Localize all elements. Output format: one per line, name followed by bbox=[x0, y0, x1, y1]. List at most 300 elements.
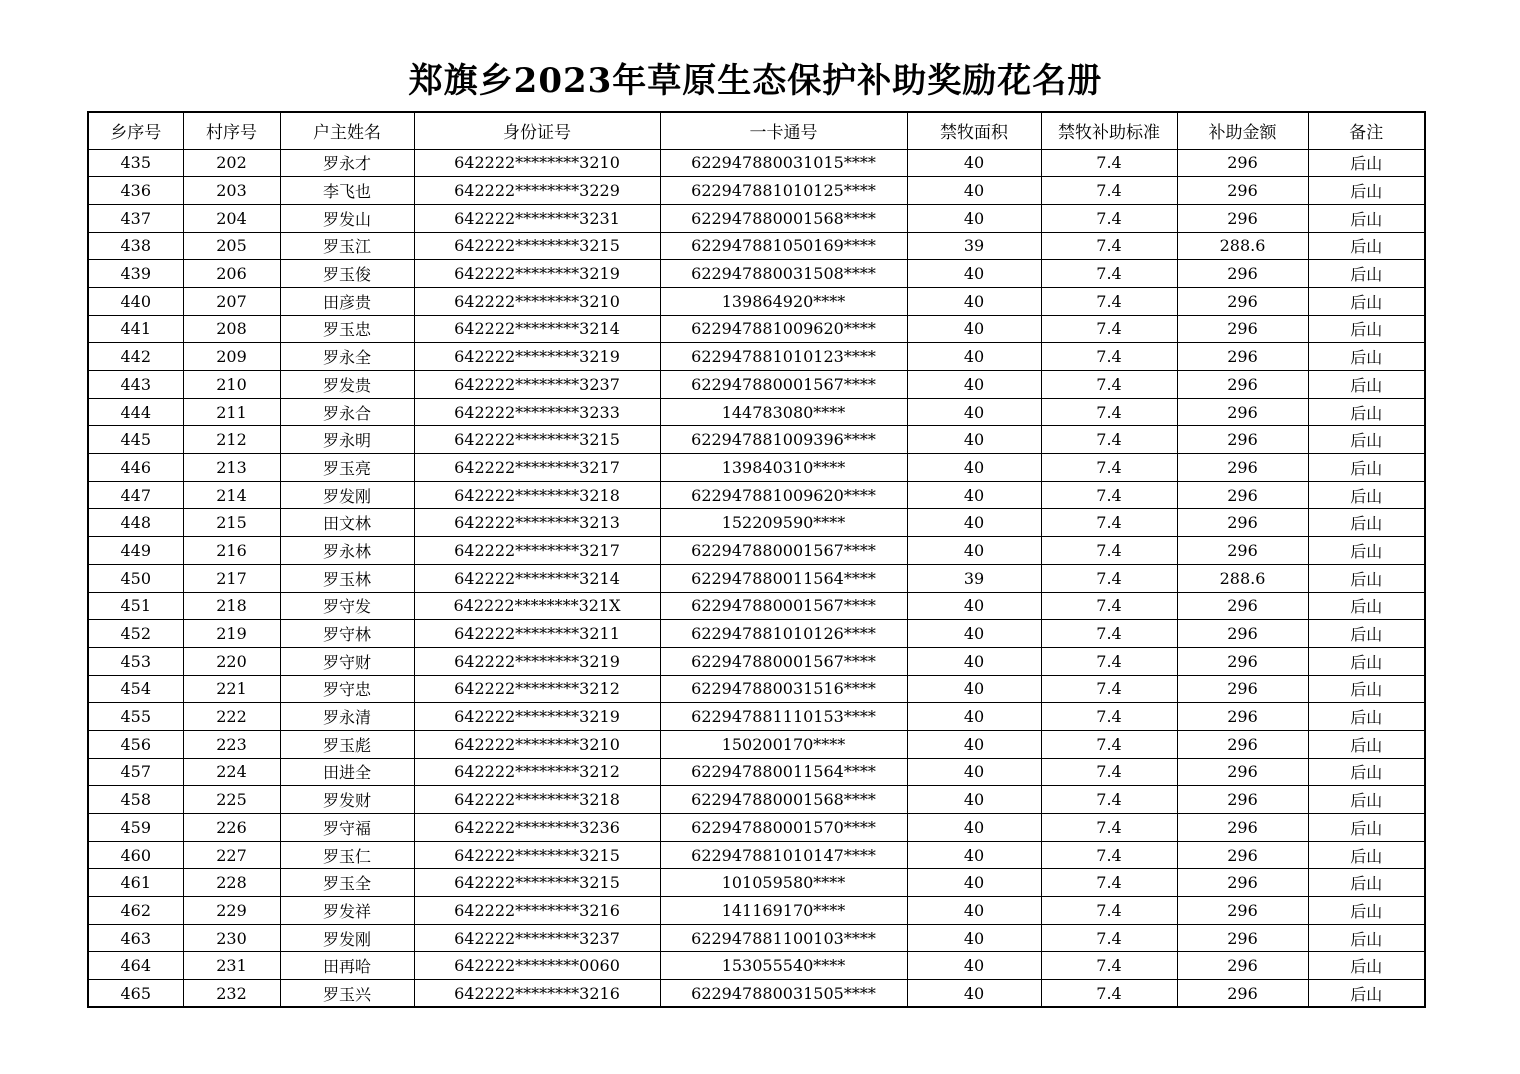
table-row bbox=[88, 177, 1425, 205]
cell-subsidy-standard: 7.4 bbox=[1041, 232, 1177, 260]
cell-grazing-ban-area: 40 bbox=[907, 980, 1041, 1008]
cell-household-head: 罗守林 bbox=[280, 620, 414, 648]
cell-subsidy-amount: 296 bbox=[1177, 952, 1308, 980]
cell-township-seq: 443 bbox=[88, 371, 183, 399]
cell-card-number: 150200170**** bbox=[660, 730, 907, 758]
cell-remarks: 后山 bbox=[1308, 897, 1425, 925]
cell-subsidy-amount: 296 bbox=[1177, 204, 1308, 232]
cell-grazing-ban-area: 39 bbox=[907, 232, 1041, 260]
cell-grazing-ban-area: 40 bbox=[907, 786, 1041, 814]
table-row bbox=[88, 675, 1425, 703]
cell-subsidy-standard: 7.4 bbox=[1041, 287, 1177, 315]
cell-id-number: 642222********3215 bbox=[414, 232, 660, 260]
cell-remarks: 后山 bbox=[1308, 814, 1425, 842]
cell-grazing-ban-area: 40 bbox=[907, 814, 1041, 842]
cell-card-number: 622947881010125**** bbox=[660, 177, 907, 205]
cell-grazing-ban-area: 40 bbox=[907, 260, 1041, 288]
cell-subsidy-standard: 7.4 bbox=[1041, 869, 1177, 897]
cell-subsidy-standard: 7.4 bbox=[1041, 481, 1177, 509]
cell-grazing-ban-area: 40 bbox=[907, 924, 1041, 952]
cell-grazing-ban-area: 40 bbox=[907, 647, 1041, 675]
cell-township-seq: 442 bbox=[88, 343, 183, 371]
cell-subsidy-standard: 7.4 bbox=[1041, 315, 1177, 343]
cell-village-seq: 222 bbox=[183, 703, 280, 731]
cell-id-number: 642222********3215 bbox=[414, 869, 660, 897]
cell-subsidy-amount: 296 bbox=[1177, 730, 1308, 758]
cell-subsidy-standard: 7.4 bbox=[1041, 647, 1177, 675]
cell-township-seq: 438 bbox=[88, 232, 183, 260]
cell-id-number: 642222********3214 bbox=[414, 315, 660, 343]
cell-township-seq: 459 bbox=[88, 814, 183, 842]
cell-subsidy-standard: 7.4 bbox=[1041, 398, 1177, 426]
cell-household-head: 罗永合 bbox=[280, 398, 414, 426]
cell-household-head: 罗守福 bbox=[280, 814, 414, 842]
cell-card-number: 622947880011564**** bbox=[660, 758, 907, 786]
cell-grazing-ban-area: 40 bbox=[907, 287, 1041, 315]
cell-township-seq: 445 bbox=[88, 426, 183, 454]
cell-subsidy-standard: 7.4 bbox=[1041, 204, 1177, 232]
table-header-row bbox=[88, 112, 1425, 149]
header-remarks: 备注 bbox=[1308, 112, 1425, 149]
cell-grazing-ban-area: 40 bbox=[907, 537, 1041, 565]
cell-card-number: 622947881010147**** bbox=[660, 841, 907, 869]
cell-subsidy-amount: 296 bbox=[1177, 924, 1308, 952]
cell-subsidy-amount: 296 bbox=[1177, 426, 1308, 454]
cell-card-number: 622947881010123**** bbox=[660, 343, 907, 371]
cell-village-seq: 226 bbox=[183, 814, 280, 842]
cell-household-head: 罗玉江 bbox=[280, 232, 414, 260]
cell-id-number: 642222********3214 bbox=[414, 564, 660, 592]
cell-subsidy-amount: 296 bbox=[1177, 149, 1308, 177]
cell-subsidy-standard: 7.4 bbox=[1041, 426, 1177, 454]
cell-card-number: 152209590**** bbox=[660, 509, 907, 537]
cell-grazing-ban-area: 40 bbox=[907, 398, 1041, 426]
cell-remarks: 后山 bbox=[1308, 454, 1425, 482]
cell-subsidy-standard: 7.4 bbox=[1041, 537, 1177, 565]
cell-subsidy-standard: 7.4 bbox=[1041, 260, 1177, 288]
cell-township-seq: 454 bbox=[88, 675, 183, 703]
cell-village-seq: 210 bbox=[183, 371, 280, 399]
cell-grazing-ban-area: 40 bbox=[907, 841, 1041, 869]
cell-village-seq: 229 bbox=[183, 897, 280, 925]
cell-id-number: 642222********3210 bbox=[414, 149, 660, 177]
cell-id-number: 642222********3217 bbox=[414, 537, 660, 565]
cell-household-head: 罗永全 bbox=[280, 343, 414, 371]
cell-village-seq: 214 bbox=[183, 481, 280, 509]
cell-card-number: 144783080**** bbox=[660, 398, 907, 426]
table-row bbox=[88, 952, 1425, 980]
cell-remarks: 后山 bbox=[1308, 149, 1425, 177]
cell-card-number: 622947880001567**** bbox=[660, 371, 907, 399]
cell-grazing-ban-area: 40 bbox=[907, 592, 1041, 620]
cell-household-head: 罗发贵 bbox=[280, 371, 414, 399]
cell-remarks: 后山 bbox=[1308, 232, 1425, 260]
cell-id-number: 642222********3231 bbox=[414, 204, 660, 232]
cell-subsidy-standard: 7.4 bbox=[1041, 841, 1177, 869]
cell-household-head: 罗玉俊 bbox=[280, 260, 414, 288]
cell-subsidy-standard: 7.4 bbox=[1041, 703, 1177, 731]
cell-village-seq: 208 bbox=[183, 315, 280, 343]
table-row bbox=[88, 592, 1425, 620]
cell-subsidy-amount: 296 bbox=[1177, 315, 1308, 343]
cell-household-head: 罗永清 bbox=[280, 703, 414, 731]
cell-card-number: 622947880001567**** bbox=[660, 647, 907, 675]
cell-card-number: 622947880031015**** bbox=[660, 149, 907, 177]
cell-household-head: 田彦贵 bbox=[280, 287, 414, 315]
table-row bbox=[88, 287, 1425, 315]
cell-village-seq: 218 bbox=[183, 592, 280, 620]
table-row bbox=[88, 454, 1425, 482]
cell-remarks: 后山 bbox=[1308, 426, 1425, 454]
cell-id-number: 642222********3219 bbox=[414, 647, 660, 675]
cell-id-number: 642222********3210 bbox=[414, 730, 660, 758]
cell-township-seq: 444 bbox=[88, 398, 183, 426]
cell-village-seq: 224 bbox=[183, 758, 280, 786]
cell-id-number: 642222********0060 bbox=[414, 952, 660, 980]
cell-subsidy-standard: 7.4 bbox=[1041, 509, 1177, 537]
table-row bbox=[88, 371, 1425, 399]
cell-subsidy-standard: 7.4 bbox=[1041, 758, 1177, 786]
cell-card-number: 622947880031516**** bbox=[660, 675, 907, 703]
cell-remarks: 后山 bbox=[1308, 509, 1425, 537]
cell-remarks: 后山 bbox=[1308, 758, 1425, 786]
cell-card-number: 622947880001568**** bbox=[660, 786, 907, 814]
cell-remarks: 后山 bbox=[1308, 371, 1425, 399]
cell-subsidy-amount: 296 bbox=[1177, 371, 1308, 399]
roster-table bbox=[87, 111, 1426, 1008]
cell-township-seq: 436 bbox=[88, 177, 183, 205]
cell-card-number: 622947880031505**** bbox=[660, 980, 907, 1008]
cell-subsidy-standard: 7.4 bbox=[1041, 952, 1177, 980]
cell-grazing-ban-area: 40 bbox=[907, 758, 1041, 786]
cell-household-head: 田进全 bbox=[280, 758, 414, 786]
cell-household-head: 罗发财 bbox=[280, 786, 414, 814]
cell-township-seq: 462 bbox=[88, 897, 183, 925]
cell-subsidy-standard: 7.4 bbox=[1041, 814, 1177, 842]
cell-village-seq: 206 bbox=[183, 260, 280, 288]
cell-grazing-ban-area: 40 bbox=[907, 371, 1041, 399]
cell-subsidy-amount: 296 bbox=[1177, 509, 1308, 537]
cell-remarks: 后山 bbox=[1308, 620, 1425, 648]
cell-subsidy-standard: 7.4 bbox=[1041, 620, 1177, 648]
cell-id-number: 642222********3211 bbox=[414, 620, 660, 648]
cell-household-head: 罗玉彪 bbox=[280, 730, 414, 758]
cell-card-number: 622947880031508**** bbox=[660, 260, 907, 288]
table-row bbox=[88, 758, 1425, 786]
cell-remarks: 后山 bbox=[1308, 841, 1425, 869]
cell-card-number: 622947881100103**** bbox=[660, 924, 907, 952]
cell-card-number: 622947880001567**** bbox=[660, 592, 907, 620]
cell-township-seq: 456 bbox=[88, 730, 183, 758]
cell-village-seq: 202 bbox=[183, 149, 280, 177]
cell-subsidy-standard: 7.4 bbox=[1041, 924, 1177, 952]
cell-remarks: 后山 bbox=[1308, 398, 1425, 426]
cell-township-seq: 439 bbox=[88, 260, 183, 288]
cell-subsidy-amount: 296 bbox=[1177, 454, 1308, 482]
cell-id-number: 642222********3219 bbox=[414, 260, 660, 288]
cell-village-seq: 227 bbox=[183, 841, 280, 869]
cell-id-number: 642222********3212 bbox=[414, 758, 660, 786]
cell-grazing-ban-area: 40 bbox=[907, 509, 1041, 537]
cell-household-head: 罗守财 bbox=[280, 647, 414, 675]
cell-remarks: 后山 bbox=[1308, 260, 1425, 288]
cell-township-seq: 457 bbox=[88, 758, 183, 786]
cell-village-seq: 217 bbox=[183, 564, 280, 592]
cell-subsidy-standard: 7.4 bbox=[1041, 730, 1177, 758]
cell-subsidy-amount: 296 bbox=[1177, 343, 1308, 371]
cell-subsidy-standard: 7.4 bbox=[1041, 786, 1177, 814]
cell-remarks: 后山 bbox=[1308, 343, 1425, 371]
header-subsidy-standard: 禁牧补助标准 bbox=[1041, 112, 1177, 149]
cell-grazing-ban-area: 40 bbox=[907, 730, 1041, 758]
cell-subsidy-amount: 288.6 bbox=[1177, 564, 1308, 592]
cell-subsidy-amount: 296 bbox=[1177, 675, 1308, 703]
cell-village-seq: 207 bbox=[183, 287, 280, 315]
header-grazing-ban-area: 禁牧面积 bbox=[907, 112, 1041, 149]
cell-subsidy-amount: 296 bbox=[1177, 398, 1308, 426]
cell-township-seq: 464 bbox=[88, 952, 183, 980]
cell-remarks: 后山 bbox=[1308, 924, 1425, 952]
cell-subsidy-standard: 7.4 bbox=[1041, 592, 1177, 620]
cell-remarks: 后山 bbox=[1308, 177, 1425, 205]
cell-remarks: 后山 bbox=[1308, 786, 1425, 814]
table-row bbox=[88, 897, 1425, 925]
cell-village-seq: 211 bbox=[183, 398, 280, 426]
cell-id-number: 642222********3229 bbox=[414, 177, 660, 205]
cell-remarks: 后山 bbox=[1308, 675, 1425, 703]
table-row bbox=[88, 703, 1425, 731]
cell-village-seq: 212 bbox=[183, 426, 280, 454]
cell-village-seq: 204 bbox=[183, 204, 280, 232]
cell-card-number: 622947881050169**** bbox=[660, 232, 907, 260]
cell-township-seq: 449 bbox=[88, 537, 183, 565]
cell-id-number: 642222********3218 bbox=[414, 786, 660, 814]
table-row bbox=[88, 869, 1425, 897]
cell-subsidy-amount: 296 bbox=[1177, 980, 1308, 1008]
cell-id-number: 642222********3212 bbox=[414, 675, 660, 703]
cell-township-seq: 453 bbox=[88, 647, 183, 675]
cell-remarks: 后山 bbox=[1308, 647, 1425, 675]
cell-household-head: 罗发山 bbox=[280, 204, 414, 232]
cell-township-seq: 455 bbox=[88, 703, 183, 731]
cell-subsidy-standard: 7.4 bbox=[1041, 564, 1177, 592]
cell-card-number: 622947881009396**** bbox=[660, 426, 907, 454]
cell-id-number: 642222********3215 bbox=[414, 841, 660, 869]
cell-card-number: 139840310**** bbox=[660, 454, 907, 482]
cell-township-seq: 465 bbox=[88, 980, 183, 1008]
cell-grazing-ban-area: 40 bbox=[907, 481, 1041, 509]
cell-subsidy-amount: 296 bbox=[1177, 592, 1308, 620]
cell-village-seq: 203 bbox=[183, 177, 280, 205]
cell-household-head: 罗永明 bbox=[280, 426, 414, 454]
cell-subsidy-standard: 7.4 bbox=[1041, 454, 1177, 482]
header-subsidy-amount: 补助金额 bbox=[1177, 112, 1308, 149]
cell-remarks: 后山 bbox=[1308, 481, 1425, 509]
table-body bbox=[88, 149, 1425, 1007]
table-row bbox=[88, 509, 1425, 537]
cell-household-head: 罗玉亮 bbox=[280, 454, 414, 482]
table-row bbox=[88, 232, 1425, 260]
table-row bbox=[88, 620, 1425, 648]
table-row bbox=[88, 564, 1425, 592]
cell-subsidy-standard: 7.4 bbox=[1041, 980, 1177, 1008]
cell-subsidy-amount: 288.6 bbox=[1177, 232, 1308, 260]
cell-id-number: 642222********3219 bbox=[414, 343, 660, 371]
cell-card-number: 622947880001570**** bbox=[660, 814, 907, 842]
cell-id-number: 642222********3219 bbox=[414, 703, 660, 731]
cell-household-head: 李飞也 bbox=[280, 177, 414, 205]
cell-subsidy-amount: 296 bbox=[1177, 177, 1308, 205]
cell-subsidy-amount: 296 bbox=[1177, 814, 1308, 842]
cell-remarks: 后山 bbox=[1308, 537, 1425, 565]
cell-household-head: 罗玉仁 bbox=[280, 841, 414, 869]
table-row bbox=[88, 398, 1425, 426]
cell-subsidy-standard: 7.4 bbox=[1041, 149, 1177, 177]
cell-subsidy-amount: 296 bbox=[1177, 620, 1308, 648]
cell-grazing-ban-area: 40 bbox=[907, 315, 1041, 343]
header-village-seq: 村序号 bbox=[183, 112, 280, 149]
cell-township-seq: 437 bbox=[88, 204, 183, 232]
cell-card-number: 622947880001568**** bbox=[660, 204, 907, 232]
table-row bbox=[88, 315, 1425, 343]
cell-village-seq: 209 bbox=[183, 343, 280, 371]
cell-township-seq: 448 bbox=[88, 509, 183, 537]
cell-id-number: 642222********3210 bbox=[414, 287, 660, 315]
table-row bbox=[88, 786, 1425, 814]
cell-remarks: 后山 bbox=[1308, 703, 1425, 731]
header-household-head: 户主姓名 bbox=[280, 112, 414, 149]
cell-township-seq: 451 bbox=[88, 592, 183, 620]
table-row bbox=[88, 924, 1425, 952]
page-title: 郑旗乡2023年草原生态保护补助奖励花名册 bbox=[408, 61, 1103, 101]
table-row bbox=[88, 481, 1425, 509]
cell-subsidy-amount: 296 bbox=[1177, 287, 1308, 315]
table-row bbox=[88, 260, 1425, 288]
table-row bbox=[88, 647, 1425, 675]
cell-household-head: 罗守忠 bbox=[280, 675, 414, 703]
cell-card-number: 622947881110153**** bbox=[660, 703, 907, 731]
table-row bbox=[88, 343, 1425, 371]
cell-grazing-ban-area: 40 bbox=[907, 869, 1041, 897]
cell-village-seq: 205 bbox=[183, 232, 280, 260]
cell-subsidy-amount: 296 bbox=[1177, 647, 1308, 675]
cell-township-seq: 463 bbox=[88, 924, 183, 952]
header-id-number: 身份证号 bbox=[414, 112, 660, 149]
cell-subsidy-amount: 296 bbox=[1177, 260, 1308, 288]
cell-village-seq: 219 bbox=[183, 620, 280, 648]
cell-card-number: 622947880001567**** bbox=[660, 537, 907, 565]
cell-household-head: 罗玉全 bbox=[280, 869, 414, 897]
cell-remarks: 后山 bbox=[1308, 730, 1425, 758]
cell-village-seq: 215 bbox=[183, 509, 280, 537]
cell-household-head: 罗永林 bbox=[280, 537, 414, 565]
cell-township-seq: 441 bbox=[88, 315, 183, 343]
cell-subsidy-standard: 7.4 bbox=[1041, 343, 1177, 371]
table-row bbox=[88, 841, 1425, 869]
cell-township-seq: 447 bbox=[88, 481, 183, 509]
header-card-number: 一卡通号 bbox=[660, 112, 907, 149]
cell-remarks: 后山 bbox=[1308, 952, 1425, 980]
table-row bbox=[88, 730, 1425, 758]
table-row bbox=[88, 537, 1425, 565]
cell-id-number: 642222********3237 bbox=[414, 924, 660, 952]
cell-card-number: 622947880011564**** bbox=[660, 564, 907, 592]
cell-village-seq: 228 bbox=[183, 869, 280, 897]
cell-remarks: 后山 bbox=[1308, 287, 1425, 315]
cell-id-number: 642222********3216 bbox=[414, 897, 660, 925]
cell-id-number: 642222********3215 bbox=[414, 426, 660, 454]
cell-subsidy-amount: 296 bbox=[1177, 537, 1308, 565]
cell-card-number: 622947881009620**** bbox=[660, 315, 907, 343]
cell-remarks: 后山 bbox=[1308, 980, 1425, 1008]
cell-grazing-ban-area: 40 bbox=[907, 426, 1041, 454]
table-row bbox=[88, 426, 1425, 454]
cell-township-seq: 440 bbox=[88, 287, 183, 315]
table-row bbox=[88, 980, 1425, 1008]
cell-card-number: 622947881009620**** bbox=[660, 481, 907, 509]
cell-village-seq: 223 bbox=[183, 730, 280, 758]
cell-township-seq: 446 bbox=[88, 454, 183, 482]
cell-grazing-ban-area: 40 bbox=[907, 620, 1041, 648]
cell-grazing-ban-area: 40 bbox=[907, 177, 1041, 205]
cell-township-seq: 461 bbox=[88, 869, 183, 897]
cell-household-head: 罗玉忠 bbox=[280, 315, 414, 343]
cell-subsidy-amount: 296 bbox=[1177, 897, 1308, 925]
cell-id-number: 642222********3236 bbox=[414, 814, 660, 842]
cell-household-head: 罗守发 bbox=[280, 592, 414, 620]
header-township-seq: 乡序号 bbox=[88, 112, 183, 149]
cell-household-head: 罗永才 bbox=[280, 149, 414, 177]
cell-subsidy-standard: 7.4 bbox=[1041, 177, 1177, 205]
cell-grazing-ban-area: 40 bbox=[907, 454, 1041, 482]
cell-remarks: 后山 bbox=[1308, 564, 1425, 592]
cell-id-number: 642222********3213 bbox=[414, 509, 660, 537]
table-row bbox=[88, 204, 1425, 232]
cell-subsidy-standard: 7.4 bbox=[1041, 371, 1177, 399]
cell-grazing-ban-area: 40 bbox=[907, 703, 1041, 731]
cell-remarks: 后山 bbox=[1308, 204, 1425, 232]
cell-card-number: 141169170**** bbox=[660, 897, 907, 925]
cell-card-number: 622947881010126**** bbox=[660, 620, 907, 648]
cell-id-number: 642222********3233 bbox=[414, 398, 660, 426]
cell-village-seq: 221 bbox=[183, 675, 280, 703]
cell-village-seq: 213 bbox=[183, 454, 280, 482]
cell-subsidy-amount: 296 bbox=[1177, 786, 1308, 814]
cell-subsidy-amount: 296 bbox=[1177, 758, 1308, 786]
cell-id-number: 642222********321X bbox=[414, 592, 660, 620]
cell-household-head: 罗玉林 bbox=[280, 564, 414, 592]
cell-household-head: 罗发刚 bbox=[280, 924, 414, 952]
cell-grazing-ban-area: 40 bbox=[907, 952, 1041, 980]
cell-household-head: 田再哈 bbox=[280, 952, 414, 980]
cell-township-seq: 450 bbox=[88, 564, 183, 592]
cell-household-head: 罗发祥 bbox=[280, 897, 414, 925]
cell-subsidy-amount: 296 bbox=[1177, 869, 1308, 897]
cell-village-seq: 230 bbox=[183, 924, 280, 952]
cell-id-number: 642222********3216 bbox=[414, 980, 660, 1008]
cell-household-head: 罗玉兴 bbox=[280, 980, 414, 1008]
cell-household-head: 田文林 bbox=[280, 509, 414, 537]
table-row bbox=[88, 814, 1425, 842]
cell-id-number: 642222********3218 bbox=[414, 481, 660, 509]
cell-id-number: 642222********3217 bbox=[414, 454, 660, 482]
cell-grazing-ban-area: 39 bbox=[907, 564, 1041, 592]
cell-village-seq: 216 bbox=[183, 537, 280, 565]
cell-card-number: 101059580**** bbox=[660, 869, 907, 897]
cell-household-head: 罗发刚 bbox=[280, 481, 414, 509]
cell-township-seq: 452 bbox=[88, 620, 183, 648]
cell-subsidy-amount: 296 bbox=[1177, 481, 1308, 509]
